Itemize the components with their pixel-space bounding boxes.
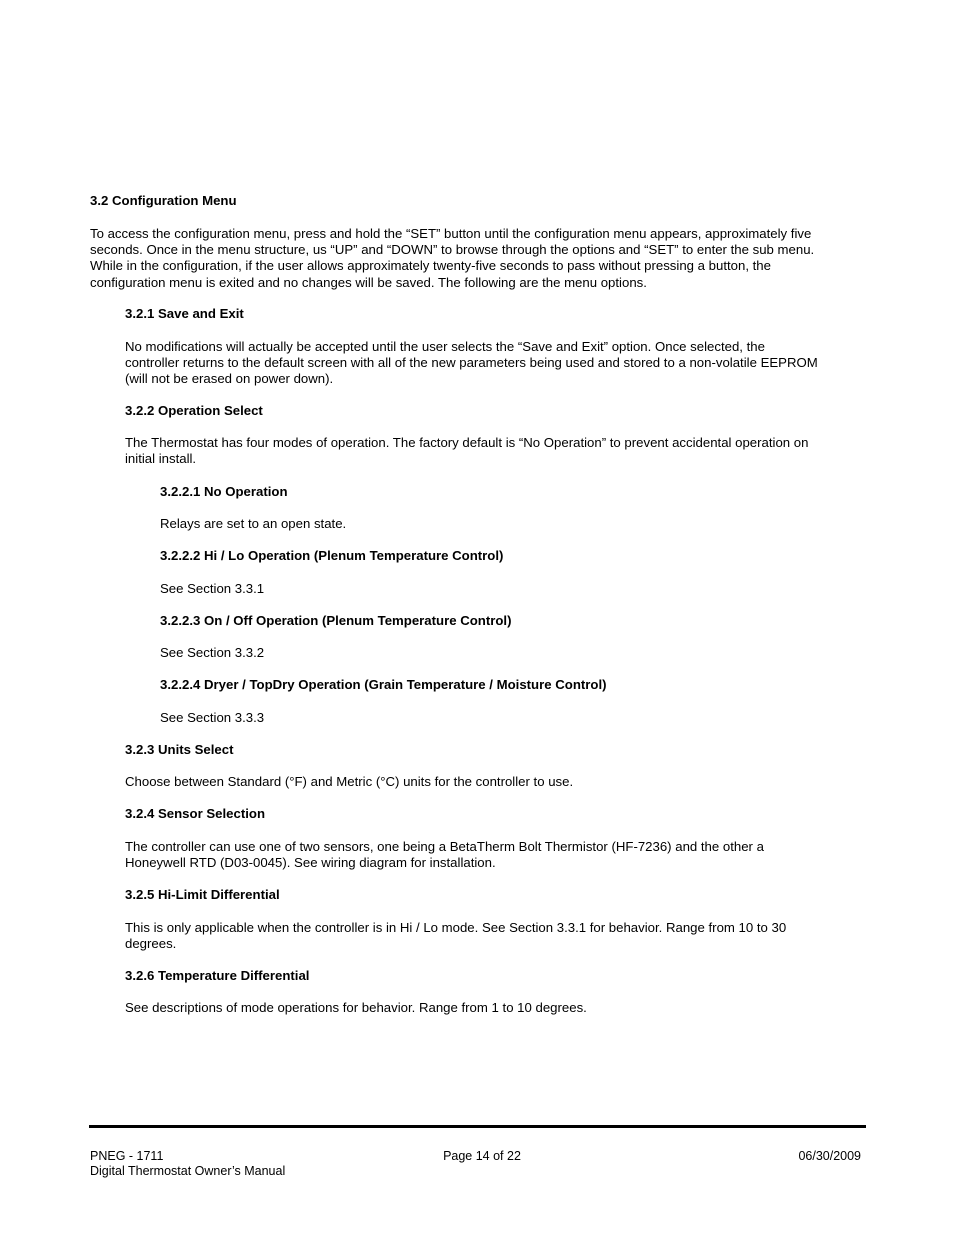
section-3-2-5-heading: 3.2.5 Hi-Limit Differential [125,887,280,902]
section-3-2-4-heading: 3.2.4 Sensor Selection [125,806,265,821]
section-3-2-1-body: No modifications will actually be accepted until the user selects the “Save and Exit” option. Once selected, the controller returns to the default screen with all of the new parameters being used and stored to a non-volatile EEPROM (will not be erased on power down). [125,339,818,387]
section-3-2-2-3-heading: 3.2.2.3 On / Off Operation (Plenum Temperature Control) [160,613,512,628]
section-3-2-5-body: This is only applicable when the controller is in Hi / Lo mode. See Section 3.3.1 for behavior. Range from 10 to 30 degrees. [125,920,787,952]
section-3-2-heading: 3.2 Configuration Menu [90,193,237,208]
section-3-2-6-heading: 3.2.6 Temperature Differential [125,968,310,983]
section-3-2-body: To access the configuration menu, press and hold the “SET” button until the configuration menu appears, approximately five seconds. Once in the menu structure, us “UP” and “DOWN” to browse through the options and “SET” to enter the sub menu. While in the configuration, if the user allows approximately twenty-five seconds to pass without pressing a button, the configuration menu is exited and no changes will be saved. The following are the menu options. [90,226,815,290]
section-3-2-2-1-heading: 3.2.2.1 No Operation [160,484,288,499]
section-3-2-2-2-body: See Section 3.3.1 [160,581,265,596]
section-3-2-2-3-body: See Section 3.3.2 [160,645,265,660]
footer-doc-info: PNEG - 1711 Digital Thermostat Owner’s Manual [90,1149,286,1178]
section-3-2-3-heading: 3.2.3 Units Select [125,742,234,757]
section-3-2-2-2-heading: 3.2.2.2 Hi / Lo Operation (Plenum Temperature Control) [160,548,504,563]
section-3-2-2-body: The Thermostat has four modes of operation. The factory default is “No Operation” to prevent accidental operation on initial install. [125,435,809,467]
footer-date: 06/30/2009 [798,1149,861,1163]
section-3-2-2-heading: 3.2.2 Operation Select [125,403,263,418]
footer-page-number: Page 14 of 22 [443,1149,521,1163]
section-3-2-1-heading: 3.2.1 Save and Exit [125,306,244,321]
section-3-2-6-body: See descriptions of mode operations for behavior. Range from 1 to 10 degrees. [125,1000,587,1015]
section-3-2-2-1-body: Relays are set to an open state. [160,516,347,531]
footer-rule [89,1125,866,1128]
section-3-2-2-4-heading: 3.2.2.4 Dryer / TopDry Operation (Grain Temperature / Moisture Control) [160,677,607,692]
section-3-2-3-body: Choose between Standard (°F) and Metric (°C) units for the controller to use. [125,774,574,789]
section-3-2-2-4-body: See Section 3.3.3 [160,710,265,725]
section-3-2-4-body: The controller can use one of two sensors, one being a BetaTherm Bolt Thermistor (HF-7236) and the other a Honeywell RTD (D03-0045). See wiring diagram for installation. [125,839,764,871]
